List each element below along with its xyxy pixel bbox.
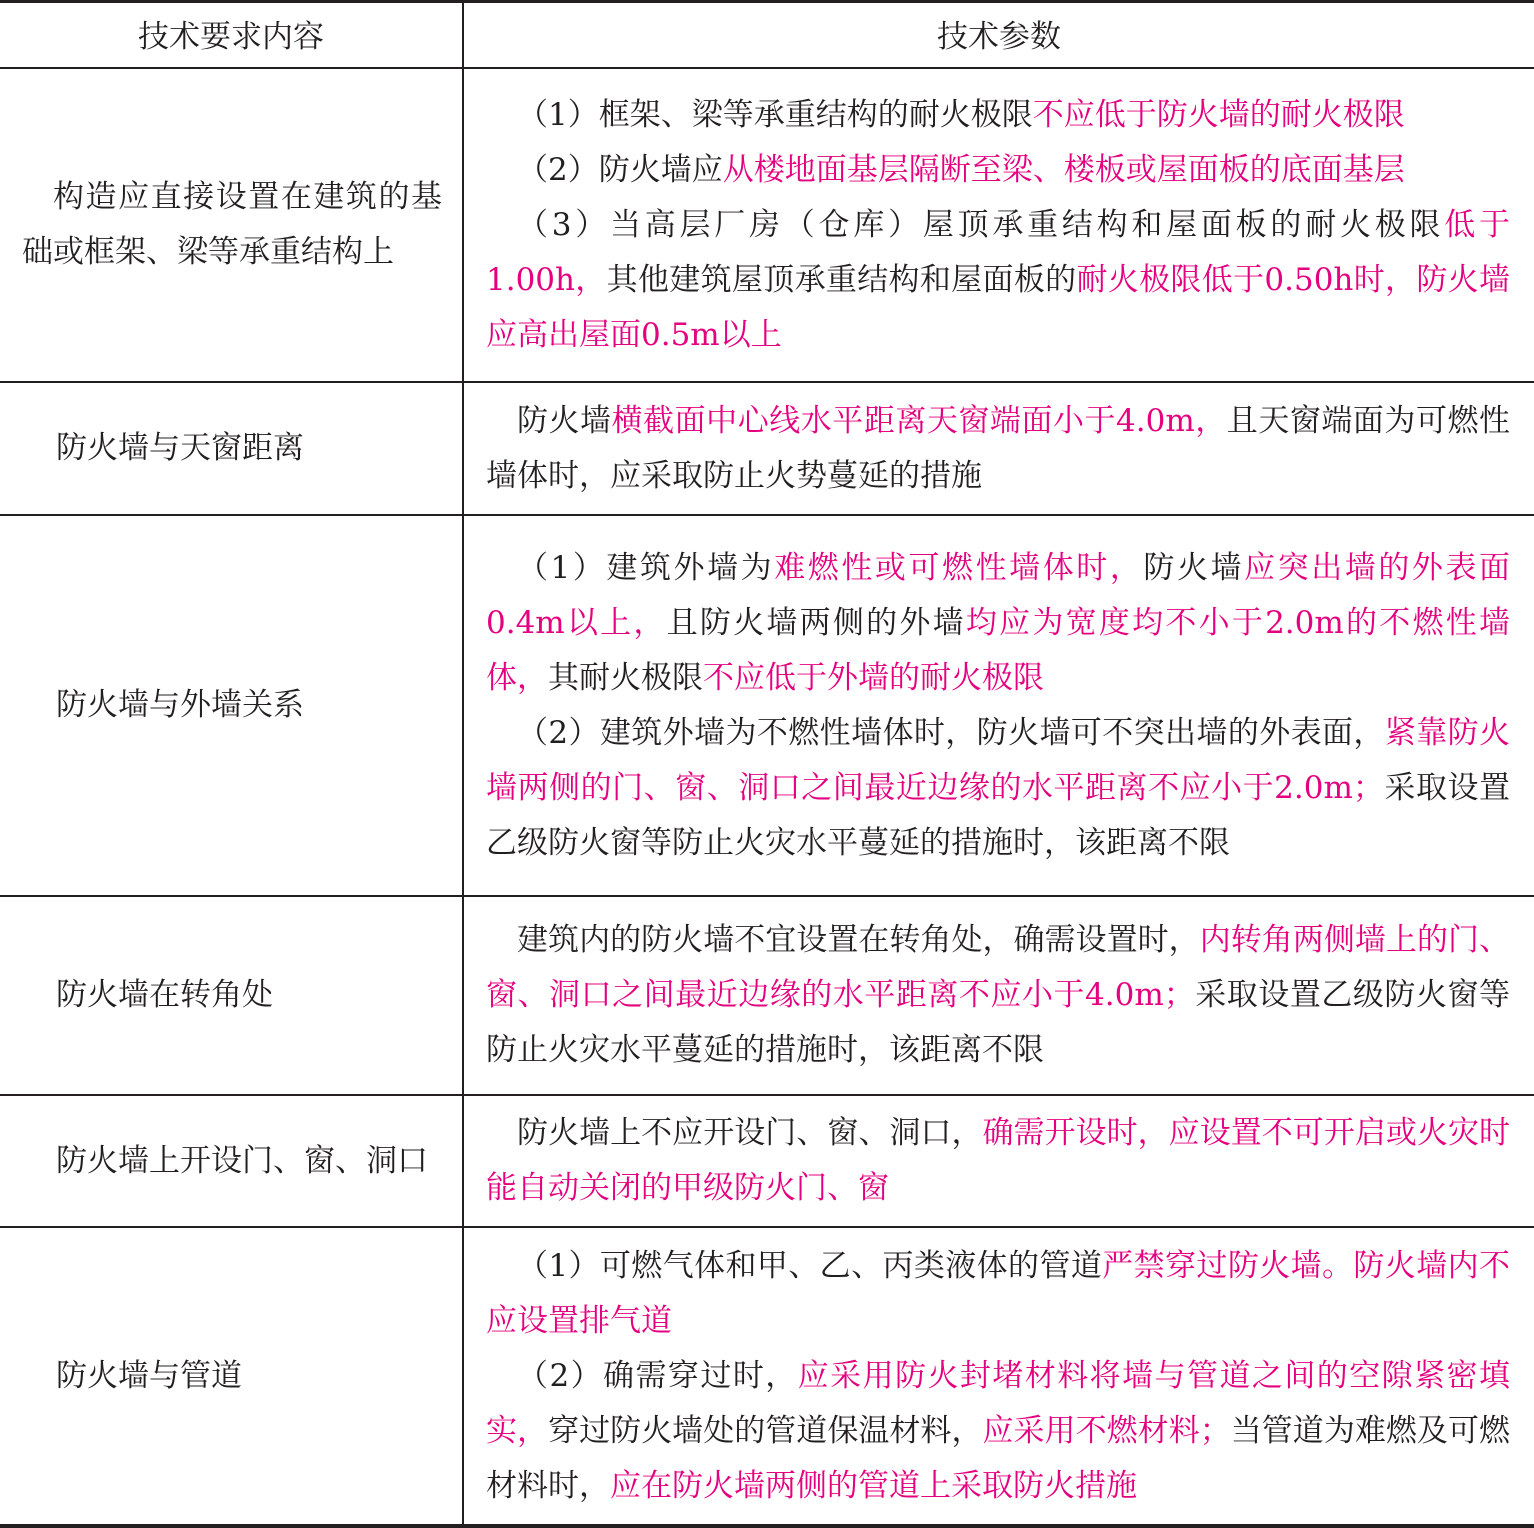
parameter-text: （2）建筑外墙为不燃性墙体时，防火墙可不突出墙的外表面， — [517, 714, 1385, 751]
parameter-text: 防火墙 — [1143, 549, 1245, 586]
parameter-text: 防火墙 — [517, 402, 612, 439]
row-parameter-cell — [486, 1228, 1510, 1524]
table-bottom-rule — [0, 1524, 1534, 1528]
parameter-paragraph — [486, 394, 1510, 504]
highlighted-text: 难燃性或可燃性墙体时， — [774, 549, 1144, 586]
highlighted-text: 耐火极限低于0.50h时，防火墙应高出屋面0.5m以上 — [486, 261, 1510, 353]
parameter-text: （1）框架、梁等承重结构的耐火极限 — [517, 96, 1033, 133]
highlighted-text: 紧靠防火墙两侧的门、窗、洞口之间最近边缘的水平距离不应小于2.0m； — [486, 714, 1510, 806]
parameter-text: 其耐火极限 — [548, 659, 703, 696]
parameter-paragraph — [486, 143, 1510, 198]
row-parameter-cell — [486, 69, 1510, 381]
parameter-text: （1）建筑外墙为 — [517, 549, 775, 586]
parameter-paragraph — [486, 1239, 1510, 1349]
row-label: 防火墙在转角处 — [56, 977, 273, 1013]
highlighted-text: 应在防火墙两侧的管道上采取防火措施 — [610, 1467, 1137, 1504]
row-parameter-cell — [486, 516, 1510, 895]
highlighted-text: 应突出墙的外表面0.4m以上， — [486, 549, 1511, 641]
highlighted-text: 不应低于防火墙的耐火极限 — [1032, 96, 1405, 133]
row-label: 防火墙与外墙关系 — [56, 687, 304, 723]
highlighted-text: 不应低于外墙的耐火极限 — [703, 659, 1044, 696]
parameter-paragraph — [486, 1106, 1510, 1216]
parameter-text: 建筑内的防火墙不宜设置在转角处，确需设置时， — [517, 922, 1200, 958]
parameter-text: 当管道为难燃及可燃材料时， — [486, 1412, 1510, 1504]
row-label-cell — [22, 1228, 442, 1524]
header-cell-requirement — [0, 0, 462, 67]
parameter-paragraph — [486, 541, 1510, 706]
parameter-text: 采取设置乙级防火窗等防止火灾水平蔓延的措施时，该距离不限 — [486, 769, 1511, 861]
row-label-cell — [22, 69, 442, 381]
parameter-text: （1）可燃气体和甲、乙、丙类液体的管道 — [517, 1247, 1103, 1284]
row-label-cell — [22, 1096, 442, 1226]
column-divider — [462, 0, 464, 1528]
parameter-text: 穿过防火墙处的管道保温材料， — [548, 1412, 983, 1449]
highlighted-text: 应采用防火封堵材料将墙与管道之间的空隙紧密填实， — [486, 1357, 1510, 1449]
parameter-text: 防火墙上不应开设门、窗、洞口， — [517, 1115, 983, 1151]
parameter-text: 且天窗端面为可燃性墙体时，应采取防止火势蔓延的措施 — [486, 402, 1511, 494]
parameter-text: 且防火墙两侧的外墙 — [666, 604, 966, 641]
highlighted-text: 均应为宽度均不小于2.0m的不燃性墙体， — [486, 604, 1511, 696]
row-parameter-cell — [486, 1096, 1510, 1226]
row-parameter-cell — [486, 383, 1510, 514]
row-label: 防火墙与天窗距离 — [56, 430, 304, 466]
header-label-parameters: 技术参数 — [937, 19, 1061, 55]
row-label-cell — [22, 516, 442, 895]
parameter-paragraph — [486, 88, 1510, 143]
header-label-requirement: 技术要求内容 — [138, 19, 324, 55]
row-label-cell — [22, 897, 442, 1094]
parameter-paragraph — [486, 198, 1510, 363]
highlighted-text: 确需开设时，应设置不可开启或火灾时能自动关闭的甲级防火门、窗 — [486, 1115, 1510, 1206]
highlighted-text: 从楼地面基层隔断至梁、楼板或屋面板的底面基层 — [722, 151, 1405, 188]
parameter-paragraph — [486, 913, 1510, 1078]
parameter-paragraph — [486, 1349, 1510, 1514]
parameter-paragraph — [486, 706, 1510, 871]
row-label: 防火墙与管道 — [56, 1357, 242, 1394]
parameter-text: 其他建筑屋顶承重结构和屋面板的 — [606, 261, 1077, 298]
parameter-text: （3）当高层厂房（仓库）屋顶承重结构和屋面板的耐火极限 — [517, 206, 1445, 243]
highlighted-text: 横截面中心线水平距离天窗端面小于4.0m， — [611, 402, 1227, 439]
row-label: 防火墙上开设门、窗、洞口 — [56, 1142, 428, 1179]
row-parameter-cell — [486, 897, 1510, 1094]
parameter-text: （2）防火墙应 — [517, 151, 723, 188]
parameter-text: （2）确需穿过时， — [517, 1357, 798, 1394]
header-cell-parameters — [464, 0, 1534, 67]
highlighted-text: 应采用不燃材料； — [982, 1412, 1231, 1449]
highlighted-text: 内转角两侧墙上的门、窗、洞口之间最近边缘的水平距离不应小于4.0m； — [486, 922, 1511, 1013]
highlighted-text: 严禁穿过防火墙。防火墙内不应设置排气道 — [486, 1247, 1510, 1339]
row-label-cell — [22, 383, 442, 514]
row-label: 构造应直接设置在建筑的基础或框架、梁等承重结构上 — [22, 179, 442, 270]
highlighted-text: 低于1.00h， — [486, 206, 1510, 298]
parameter-text: 采取设置乙级防火窗等防止火灾水平蔓延的措施时，该距离不限 — [486, 977, 1510, 1068]
